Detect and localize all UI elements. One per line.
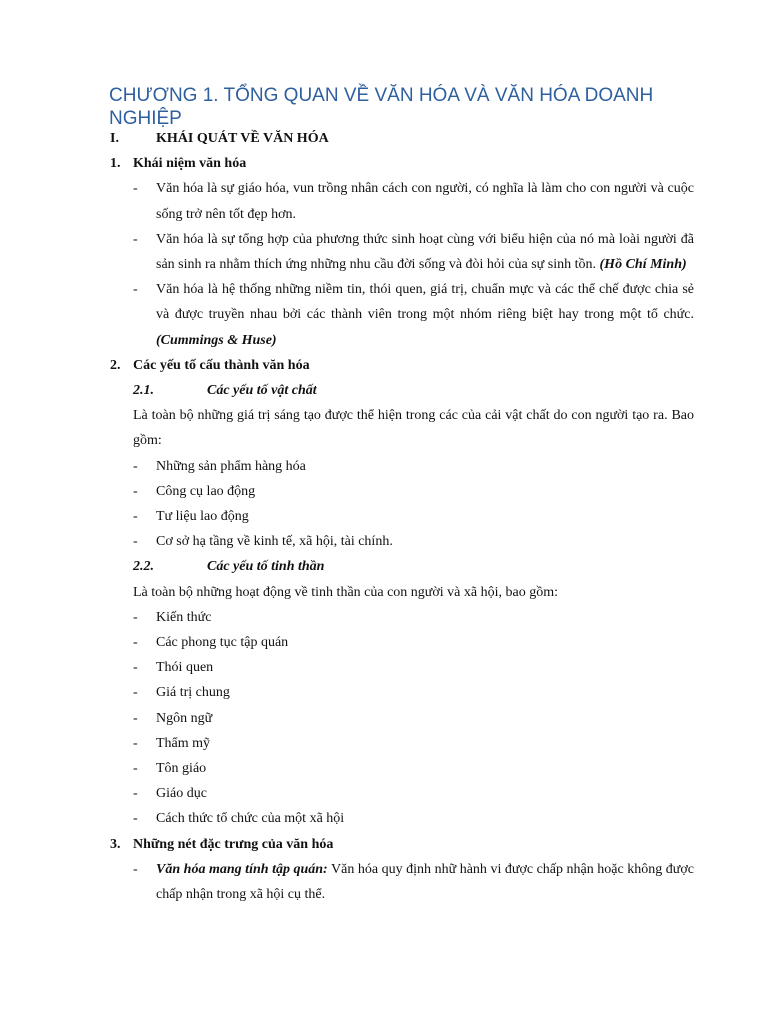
list-item-text: Những sản phẩm hàng hóa <box>156 458 306 474</box>
list-item <box>0 806 694 831</box>
list-item-text: Các phong tục tập quán <box>156 634 289 650</box>
subheading-number: 2.2. <box>133 559 154 575</box>
list-item-text: Kiến thức <box>156 609 212 625</box>
list-item-text: Văn hóa là sự tổng hợp của phương thức sinh hoạt cùng với biểu hiện của nó mà loài người đã sản sinh ra nhằm thích ứng những nhu cầu đời sống và đòi hỏi của sự sinh tồn. (Hồ Chí Minh) <box>156 231 694 272</box>
list-item-text: Ngôn ngữ <box>156 710 213 726</box>
list-item <box>0 277 694 353</box>
list-item <box>0 706 694 731</box>
document-body <box>0 126 768 907</box>
bullet-dash: - <box>133 811 138 827</box>
list-item <box>0 655 694 680</box>
list-item <box>0 756 694 781</box>
bullet-dash: - <box>133 609 138 625</box>
bullet-dash: - <box>133 660 138 676</box>
bullet-dash: - <box>133 458 138 474</box>
list-item-text: Văn hóa mang tính tập quán: Văn hóa quy định nhữ hành vi được chấp nhận hoặc không được chấp nhận trong xã hội cụ thể. <box>156 861 694 902</box>
bullet-dash: - <box>133 861 138 877</box>
heading-number: 2. <box>110 357 121 373</box>
lead-phrase: Văn hóa mang tính tập quán: <box>156 861 328 877</box>
list-item-text: Thẩm mỹ <box>156 735 211 751</box>
bullet-dash: - <box>133 508 138 524</box>
heading-title: Khái niệm văn hóa <box>133 156 247 172</box>
list-item-text: Tư liệu lao động <box>156 508 249 524</box>
heading-number: 3. <box>110 836 121 852</box>
list-item-text: Giá trị chung <box>156 685 230 701</box>
paragraph-text: Là toàn bộ những giá trị sáng tạo được thể hiện trong các của cải vật chất do con người tạo ra. Bao gồm: <box>133 408 694 449</box>
list-item <box>0 479 694 504</box>
bullet-dash: - <box>133 761 138 776</box>
list-item <box>0 176 694 226</box>
list-item <box>0 504 694 529</box>
bullet-dash: - <box>133 786 138 802</box>
heading-title: Những nét đặc trưng của văn hóa <box>133 836 334 852</box>
bullet-dash: - <box>133 231 138 247</box>
citation: (Hồ Chí Minh) <box>599 256 687 272</box>
list-item <box>0 857 694 907</box>
chapter-title: CHƯƠNG 1. TỔNG QUAN VỀ VĂN HÓA VÀ VĂN HÓA DOANH NGHIỆP <box>109 85 654 129</box>
heading-2 <box>0 353 768 378</box>
subheading-title: Các yếu tố tinh thần <box>207 559 325 575</box>
list-item <box>0 227 694 277</box>
heading-number: 1. <box>110 156 121 172</box>
list-item-text: Giáo dục <box>156 786 207 802</box>
bullet-dash: - <box>133 634 138 650</box>
list-item-text: Công cụ lao động <box>156 483 256 499</box>
bullet-dash: - <box>133 282 138 298</box>
bullet-dash: - <box>133 710 138 726</box>
paragraph <box>0 403 694 453</box>
list-item <box>0 630 694 655</box>
list-item <box>0 731 694 756</box>
section-title: KHÁI QUÁT VỀ VĂN HÓA <box>156 131 329 146</box>
heading-3 <box>0 832 768 857</box>
paragraph-text: Là toàn bộ những hoạt động về tinh thần của con người và xã hội, bao gồm: <box>133 584 558 600</box>
bullet-dash: - <box>133 735 138 751</box>
section-heading-I <box>0 126 768 151</box>
bullet-dash: - <box>133 685 138 701</box>
bullet-dash: - <box>133 534 138 550</box>
heading-title: Các yếu tố cấu thành văn hóa <box>133 357 310 373</box>
subheading-title: Các yếu tố vật chất <box>207 382 317 398</box>
subheading-2-2 <box>0 554 768 579</box>
list-item-text: Văn hóa là sự giáo hóa, vun trồng nhân cách con người, có nghĩa là làm cho con người và cuộc sống trở nên tốt đẹp hơn. <box>156 181 694 222</box>
list-item <box>0 529 694 554</box>
list-item <box>0 680 694 705</box>
list-item-text: Văn hóa là hệ thống những niềm tin, thói quen, giá trị, chuẩn mực và các thể chế được chia sẻ và được truyền nhau bởi các thành viên trong một nhóm riêng biệt hay trong một tổ chức. (Cummings & Huse) <box>156 282 694 348</box>
list-item-text: Thói quen <box>156 660 214 676</box>
list-item <box>0 605 694 630</box>
subheading-2-1 <box>0 378 768 403</box>
bullet-dash: - <box>133 181 138 197</box>
bullet-dash: - <box>133 483 138 499</box>
list-item-text: Cách thức tổ chức của một xã hội <box>156 811 345 827</box>
list-item <box>0 454 694 479</box>
section-number: I. <box>110 131 119 146</box>
paragraph <box>0 580 694 605</box>
citation: (Cummings & Huse) <box>156 332 277 348</box>
list-item-text: Cơ sở hạ tầng về kinh tế, xã hội, tài chính. <box>156 534 393 550</box>
list-item-text: Tôn giáo <box>156 761 207 776</box>
subheading-number: 2.1. <box>133 382 154 398</box>
list-item <box>0 781 694 806</box>
heading-1 <box>0 151 768 176</box>
